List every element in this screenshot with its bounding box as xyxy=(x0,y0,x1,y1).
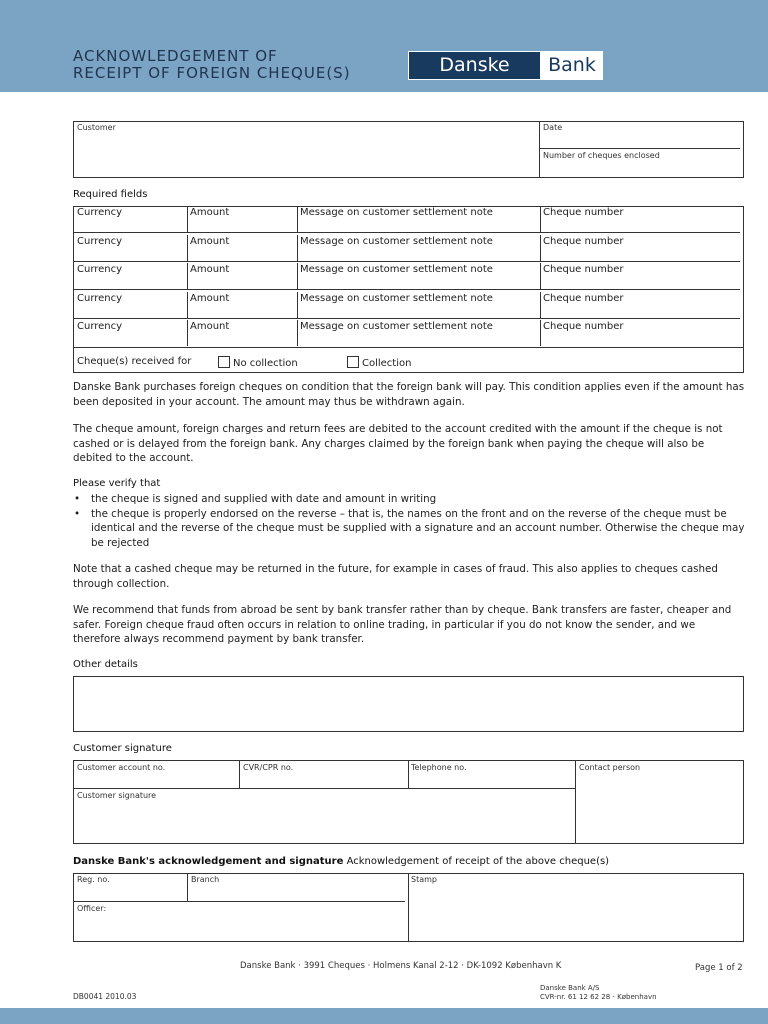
collection-option[interactable] xyxy=(347,356,411,369)
collection-checkbox[interactable] xyxy=(347,356,359,368)
cheque-row-5-col-4[interactable]: Cheque number xyxy=(543,321,624,332)
paragraph-recommend: We recommend that funds from abroad be sent by bank transfer rather than by cheque. Bank transfers are faster, cheaper and safer. Foreign cheque fraud often occurs in relation to online trading, in particular if you do not know the sender, and we therefore always recommend payment by bank transfer. xyxy=(73,604,732,645)
received-for-row xyxy=(77,356,191,367)
sig-divider-1 xyxy=(239,760,240,788)
customer-signature-heading: Customer signature xyxy=(73,743,172,754)
sig-row-divider xyxy=(73,788,575,789)
contact-person-field[interactable]: Contact person xyxy=(579,763,641,772)
officer-field[interactable]: Officer: xyxy=(77,904,107,913)
no-collection-label: No collection xyxy=(233,358,298,369)
cheque-row-1-underline xyxy=(73,232,740,233)
cheque-row-1-divider-3 xyxy=(540,206,541,232)
cheque-row-2-col-3[interactable]: Message on customer settlement note xyxy=(300,235,493,247)
cheque-row-3-underline xyxy=(73,289,740,290)
form-title-line2: RECEIPT OF FOREIGN CHEQUE(S) xyxy=(73,64,351,82)
sig-divider-3 xyxy=(575,760,576,844)
bank-ack-heading: Danske Bank's acknowledgement and signature xyxy=(73,856,344,867)
date-underline xyxy=(540,148,740,149)
logo-bank: Bank xyxy=(548,54,596,76)
stamp-field[interactable]: Stamp xyxy=(411,875,437,884)
cheque-row-5-divider-1 xyxy=(187,320,188,346)
company-name: Danske Bank A/S xyxy=(540,984,600,992)
cheque-row-3-col-4[interactable]: Cheque number xyxy=(543,264,624,275)
other-details-heading: Other details xyxy=(73,659,138,670)
verify-item-1: • the cheque is signed and supplied with date and amount in writing xyxy=(73,492,745,507)
received-divider xyxy=(73,347,744,348)
cheque-row-1-divider-2 xyxy=(297,206,298,232)
paragraph-charges: The cheque amount, foreign charges and return fees are debited to the account credited with the amount if the cheque is not cashed or is delayed from the foreign bank. Any charges claimed by the foreign bank when paying the cheque will also be debited to the account. xyxy=(73,423,723,464)
reg-no-field[interactable]: Reg. no. xyxy=(77,875,110,884)
cheque-row-2-divider-1 xyxy=(187,235,188,261)
cheque-row-3-divider-1 xyxy=(187,263,188,289)
cheque-row-2-col-1[interactable]: Currency xyxy=(77,235,123,247)
cheque-row-5-col-1[interactable]: Currency xyxy=(77,321,123,332)
required-fields-heading: Required fields xyxy=(73,189,148,200)
customer-signature-field[interactable]: Customer signature xyxy=(77,791,157,800)
bank-ack-subheading: Acknowledgement of receipt of the above cheque(s) xyxy=(346,856,610,867)
danske-bank-logo xyxy=(408,51,603,80)
form-code: DB0041 2010.03 xyxy=(73,992,137,1001)
date-field[interactable]: Date xyxy=(543,123,563,132)
form-title xyxy=(73,48,351,82)
cheque-row-5-divider-3 xyxy=(540,320,541,346)
collection-label: Collection xyxy=(362,358,412,369)
logo-danske: Danske xyxy=(409,52,540,79)
cheque-row-3-col-3[interactable]: Message on customer settlement note xyxy=(300,264,493,275)
sig-divider-2 xyxy=(408,760,409,788)
customer-box xyxy=(73,121,744,178)
cheque-row-4-divider-1 xyxy=(187,292,188,318)
bank-ack-heading-row xyxy=(73,856,609,867)
paragraph-conditions: Danske Bank purchases foreign cheques on condition that the foreign bank will pay. This condition applies even if the amount has been deposited in your account. The amount may thus be withdrawn again. xyxy=(73,381,745,408)
form-title-line1: ACKNOWLEDGEMENT OF xyxy=(73,47,278,65)
cheque-row-1-col-3[interactable]: Message on customer settlement note xyxy=(300,207,493,218)
cheque-row-1-col-1[interactable]: Currency xyxy=(77,207,123,218)
paragraph-returned: Note that a cashed cheque may be returned in the future, for example in cases of fraud. This also applies to cheques cashed through collection. xyxy=(73,563,718,590)
ack-row-divider xyxy=(73,901,405,902)
cheque-row-2-col-4[interactable]: Cheque number xyxy=(543,235,624,247)
cheque-row-1-divider-1 xyxy=(187,206,188,232)
no-collection-checkbox[interactable] xyxy=(218,356,230,368)
verify-heading: Please verify that xyxy=(73,478,161,489)
verify-item-2: • the cheque is properly endorsed on the reverse – that is, the names on the front and on the reverse of the cheque must be identical and the reverse of the cheque must be supplied with a signature and an account number. Otherwise the cheque may be rejected xyxy=(73,507,745,551)
cheque-row-3-col-2[interactable]: Amount xyxy=(190,264,230,275)
footer-address: Danske Bank · 3991 Cheques · Holmens Kanal 2-12 · DK-1092 København K xyxy=(240,961,562,971)
cheque-row-1-col-2[interactable]: Amount xyxy=(190,207,230,218)
company-cvr: CVR-nr. 61 12 62 28 - København xyxy=(540,993,657,1001)
cheque-row-4-divider-3 xyxy=(540,292,541,318)
cheque-row-4-underline xyxy=(73,318,740,319)
ack-divider-1 xyxy=(187,873,188,901)
verify-list xyxy=(73,492,745,550)
footer-bar xyxy=(0,1008,768,1024)
cheque-row-2-divider-2 xyxy=(297,235,298,261)
page-number: Page 1 of 2 xyxy=(695,963,743,973)
customer-account-field[interactable]: Customer account no. xyxy=(77,763,166,772)
no-collection-option[interactable] xyxy=(218,356,298,369)
cheque-row-5-col-2[interactable]: Amount xyxy=(190,321,230,332)
ack-divider-2 xyxy=(408,873,409,942)
cheque-row-4-col-2[interactable]: Amount xyxy=(190,292,230,304)
cheque-row-4-divider-2 xyxy=(297,292,298,318)
cheque-row-3-divider-3 xyxy=(540,263,541,289)
telephone-field[interactable]: Telephone no. xyxy=(411,763,467,772)
received-for-label: Cheque(s) received for xyxy=(77,356,192,367)
customer-field[interactable]: Customer xyxy=(77,123,116,132)
cheque-row-4-col-1[interactable]: Currency xyxy=(77,292,123,304)
cheque-row-4-col-3[interactable]: Message on customer settlement note xyxy=(300,292,493,304)
other-details-field[interactable] xyxy=(73,676,744,732)
cvr-cpr-field[interactable]: CVR/CPR no. xyxy=(243,763,294,772)
cheque-row-3-col-1[interactable]: Currency xyxy=(77,264,123,275)
cheque-row-5-divider-2 xyxy=(297,320,298,346)
cheque-row-2-underline xyxy=(73,261,740,262)
num-cheques-field[interactable]: Number of cheques enclosed xyxy=(543,151,660,160)
customer-divider xyxy=(539,121,540,178)
cheque-row-2-col-2[interactable]: Amount xyxy=(190,235,230,247)
branch-field[interactable]: Branch xyxy=(191,875,220,884)
cheque-row-3-divider-2 xyxy=(297,263,298,289)
cheque-row-1-col-4[interactable]: Cheque number xyxy=(543,207,624,218)
cheque-row-4-col-4[interactable]: Cheque number xyxy=(543,292,624,304)
cheque-row-5-col-3[interactable]: Message on customer settlement note xyxy=(300,321,493,332)
cheque-row-2-divider-3 xyxy=(540,235,541,261)
